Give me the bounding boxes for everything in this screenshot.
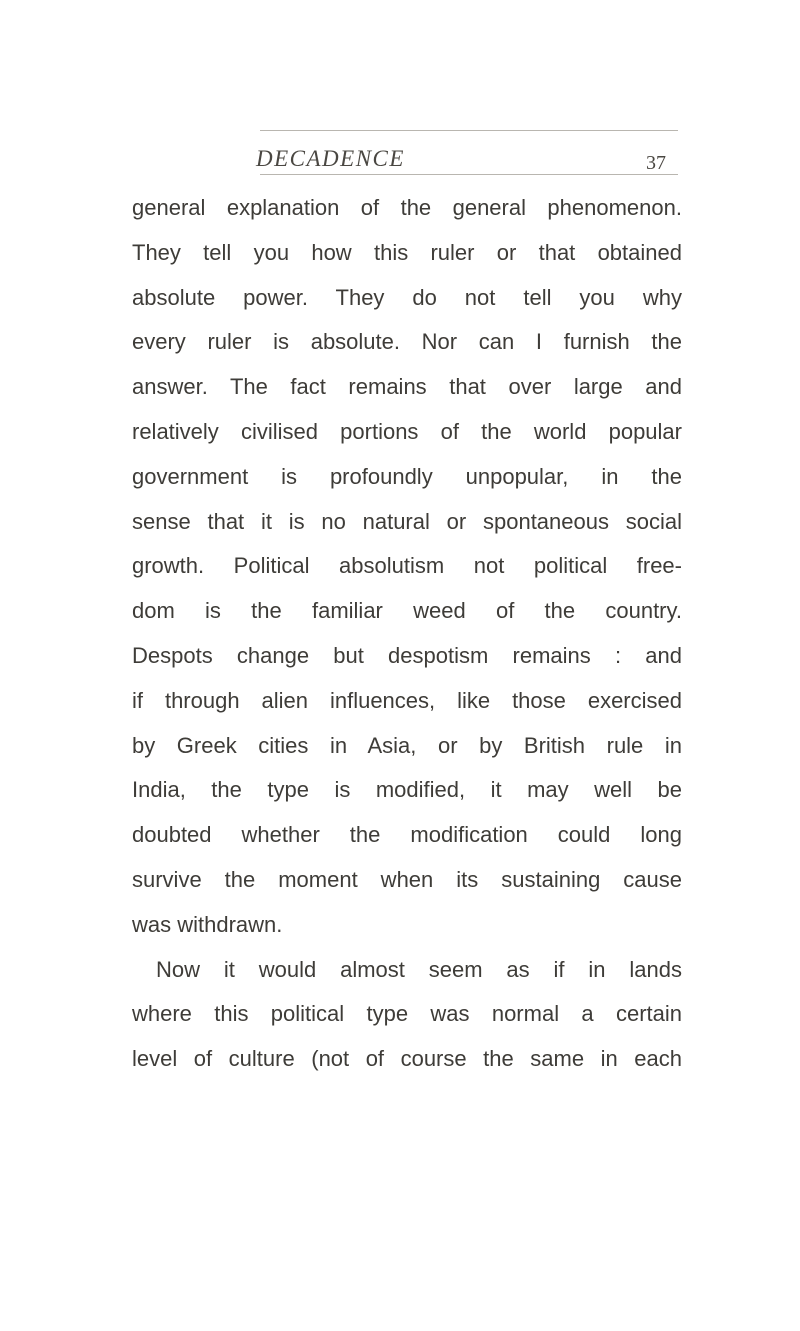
text-line: growth. Political absolutism not political free- [132,553,682,579]
text-line: They tell you how this ruler or that obtained [132,239,682,265]
paragraph-start-line: Now it would almost seem as if in lands [156,956,682,982]
text-line: relatively civilised portions of the world popular [132,418,682,444]
page-number: 37 [646,152,666,174]
text-line: government is profoundly unpopular, in the [132,463,682,489]
text-line: survive the moment when its sustaining cause [132,866,682,892]
paragraph-end-line: was withdrawn. [132,911,283,937]
text-line: India, the type is modified, it may well be [132,777,682,803]
header-rule-top [260,130,678,131]
body-text [132,186,682,1082]
text-line: sense that it is no natural or spontaneous social [132,508,682,534]
text-line: level of culture (not of course the same in each [132,1046,682,1072]
text-line: doubted whether the modification could long [132,822,682,848]
text-line: general explanation of the general phenomenon. [132,195,682,220]
text-line: absolute power. They do not tell you why [132,284,682,310]
running-head-title: DECADENCE [256,146,405,171]
text-line: dom is the familiar weed of the country. [132,598,682,624]
header-rule-bottom [260,174,678,175]
text-line: by Greek cities in Asia, or by British rule in [132,732,682,758]
text-line: every ruler is absolute. Nor can I furnish the [132,329,682,355]
text-line: answer. The fact remains that over large and [132,374,682,400]
text-line: if through alien influences, like those exercised [132,687,682,713]
text-line: Despots change but despotism remains : and [132,642,682,668]
text-line: where this political type was normal a certain [132,1001,682,1027]
